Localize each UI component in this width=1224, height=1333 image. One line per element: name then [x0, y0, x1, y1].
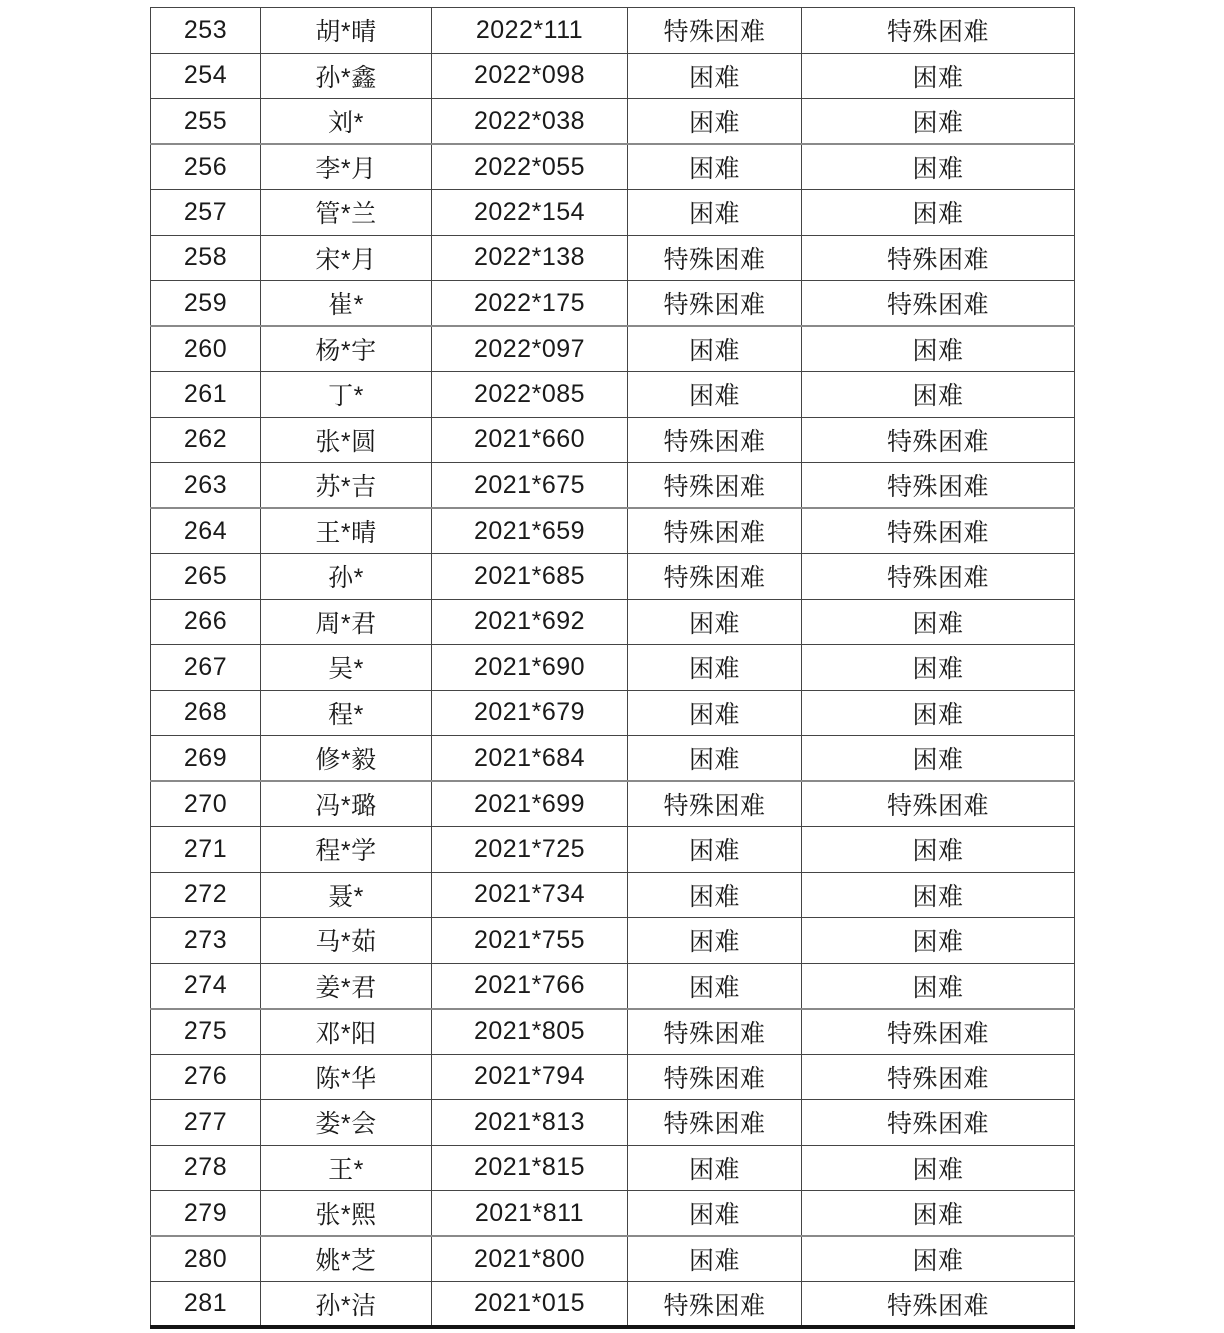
table-row: [151, 326, 1075, 372]
cell-difficulty-level-a: 困难: [628, 1191, 802, 1237]
cell-row-number: 273: [151, 918, 261, 964]
table-row: [151, 599, 1075, 645]
cell-row-number: 279: [151, 1191, 261, 1237]
cell-row-number: 274: [151, 963, 261, 1009]
cell-difficulty-level-a: 特殊困难: [628, 1100, 802, 1146]
cell-masked-name: 刘*: [261, 99, 432, 145]
cell-masked-student-id: 2021*679: [432, 690, 628, 736]
cell-difficulty-level-b: 困难: [802, 963, 1075, 1009]
cell-difficulty-level-a: 困难: [628, 53, 802, 99]
table-row: [151, 1100, 1075, 1146]
cell-difficulty-level-b: 困难: [802, 872, 1075, 918]
cell-difficulty-level-b: 困难: [802, 1145, 1075, 1191]
cell-row-number: 265: [151, 554, 261, 600]
cell-difficulty-level-b: 困难: [802, 918, 1075, 964]
cell-masked-student-id: 2022*098: [432, 53, 628, 99]
cell-masked-student-id: 2021*015: [432, 1282, 628, 1328]
table-row: [151, 963, 1075, 1009]
cell-masked-student-id: 2022*111: [432, 8, 628, 54]
cell-masked-name: 聂*: [261, 872, 432, 918]
cell-difficulty-level-a: 困难: [628, 827, 802, 873]
table-body: [151, 8, 1075, 1328]
table-row: [151, 372, 1075, 418]
cell-difficulty-level-a: 困难: [628, 372, 802, 418]
cell-difficulty-level-b: 困难: [802, 99, 1075, 145]
table-row: [151, 99, 1075, 145]
cell-masked-name: 管*兰: [261, 190, 432, 236]
table-row: [151, 417, 1075, 463]
table-row: [151, 1009, 1075, 1055]
table-row: [151, 508, 1075, 554]
cell-masked-name: 崔*: [261, 281, 432, 327]
table-row: [151, 8, 1075, 54]
cell-row-number: 263: [151, 463, 261, 509]
cell-masked-name: 杨*宇: [261, 326, 432, 372]
cell-masked-student-id: 2021*734: [432, 872, 628, 918]
table-row: [151, 1054, 1075, 1100]
cell-difficulty-level-b: 困难: [802, 827, 1075, 873]
cell-masked-student-id: 2021*692: [432, 599, 628, 645]
cell-row-number: 271: [151, 827, 261, 873]
cell-difficulty-level-b: 特殊困难: [802, 508, 1075, 554]
cell-masked-student-id: 2021*755: [432, 918, 628, 964]
cell-masked-student-id: 2021*690: [432, 645, 628, 691]
cell-masked-student-id: 2022*038: [432, 99, 628, 145]
cell-row-number: 260: [151, 326, 261, 372]
table-row: [151, 190, 1075, 236]
cell-masked-name: 孙*: [261, 554, 432, 600]
cell-difficulty-level-a: 困难: [628, 326, 802, 372]
cell-row-number: 266: [151, 599, 261, 645]
cell-difficulty-level-b: 困难: [802, 1236, 1075, 1282]
table-row: [151, 235, 1075, 281]
cell-difficulty-level-a: 困难: [628, 690, 802, 736]
table-row: [151, 918, 1075, 964]
cell-difficulty-level-a: 特殊困难: [628, 417, 802, 463]
cell-row-number: 270: [151, 781, 261, 827]
cell-masked-name: 修*毅: [261, 736, 432, 782]
table-row: [151, 1236, 1075, 1282]
cell-row-number: 280: [151, 1236, 261, 1282]
cell-masked-name: 冯*璐: [261, 781, 432, 827]
cell-masked-name: 孙*鑫: [261, 53, 432, 99]
cell-difficulty-level-a: 困难: [628, 918, 802, 964]
cell-difficulty-level-b: 困难: [802, 599, 1075, 645]
cell-difficulty-level-b: 特殊困难: [802, 1282, 1075, 1328]
cell-masked-student-id: 2022*138: [432, 235, 628, 281]
cell-masked-student-id: 2021*805: [432, 1009, 628, 1055]
cell-difficulty-level-a: 困难: [628, 144, 802, 190]
cell-masked-name: 姚*芝: [261, 1236, 432, 1282]
cell-masked-student-id: 2022*175: [432, 281, 628, 327]
cell-masked-name: 张*圆: [261, 417, 432, 463]
cell-row-number: 276: [151, 1054, 261, 1100]
cell-masked-name: 丁*: [261, 372, 432, 418]
table-row: [151, 144, 1075, 190]
cell-masked-student-id: 2022*097: [432, 326, 628, 372]
cell-difficulty-level-b: 困难: [802, 326, 1075, 372]
cell-difficulty-level-a: 困难: [628, 190, 802, 236]
cell-masked-name: 周*君: [261, 599, 432, 645]
cell-difficulty-level-b: 困难: [802, 190, 1075, 236]
cell-difficulty-level-b: 特殊困难: [802, 1054, 1075, 1100]
cell-masked-student-id: 2021*675: [432, 463, 628, 509]
cell-difficulty-level-a: 特殊困难: [628, 1009, 802, 1055]
cell-masked-student-id: 2021*811: [432, 1191, 628, 1237]
cell-masked-student-id: 2022*154: [432, 190, 628, 236]
cell-masked-name: 宋*月: [261, 235, 432, 281]
table-row: [151, 281, 1075, 327]
cell-masked-name: 苏*吉: [261, 463, 432, 509]
cell-masked-student-id: 2021*725: [432, 827, 628, 873]
table-row: [151, 736, 1075, 782]
cell-difficulty-level-a: 特殊困难: [628, 508, 802, 554]
cell-row-number: 268: [151, 690, 261, 736]
cell-difficulty-level-a: 特殊困难: [628, 463, 802, 509]
cell-row-number: 281: [151, 1282, 261, 1328]
cell-row-number: 272: [151, 872, 261, 918]
cell-difficulty-level-b: 困难: [802, 736, 1075, 782]
cell-masked-name: 孙*洁: [261, 1282, 432, 1328]
cell-difficulty-level-b: 特殊困难: [802, 463, 1075, 509]
table-row: [151, 463, 1075, 509]
cell-row-number: 259: [151, 281, 261, 327]
cell-row-number: 261: [151, 372, 261, 418]
cell-difficulty-level-a: 困难: [628, 736, 802, 782]
cell-difficulty-level-a: 特殊困难: [628, 1282, 802, 1328]
cell-masked-student-id: 2021*659: [432, 508, 628, 554]
table-row: [151, 1282, 1075, 1328]
cell-masked-student-id: 2021*766: [432, 963, 628, 1009]
cell-masked-name: 马*茹: [261, 918, 432, 964]
cell-difficulty-level-b: 特殊困难: [802, 235, 1075, 281]
cell-difficulty-level-a: 困难: [628, 599, 802, 645]
table-row: [151, 554, 1075, 600]
cell-difficulty-level-a: 困难: [628, 99, 802, 145]
cell-masked-name: 邓*阳: [261, 1009, 432, 1055]
cell-row-number: 278: [151, 1145, 261, 1191]
cell-difficulty-level-b: 困难: [802, 645, 1075, 691]
cell-masked-name: 张*熙: [261, 1191, 432, 1237]
cell-masked-student-id: 2021*800: [432, 1236, 628, 1282]
cell-difficulty-level-a: 困难: [628, 645, 802, 691]
student-aid-roster-table: [150, 7, 1075, 1329]
cell-masked-student-id: 2021*684: [432, 736, 628, 782]
cell-masked-student-id: 2022*055: [432, 144, 628, 190]
cell-row-number: 253: [151, 8, 261, 54]
cell-difficulty-level-a: 特殊困难: [628, 1054, 802, 1100]
cell-difficulty-level-a: 困难: [628, 1145, 802, 1191]
cell-masked-name: 程*: [261, 690, 432, 736]
cell-masked-name: 胡*晴: [261, 8, 432, 54]
cell-row-number: 258: [151, 235, 261, 281]
cell-masked-student-id: 2021*699: [432, 781, 628, 827]
cell-row-number: 254: [151, 53, 261, 99]
cell-difficulty-level-a: 特殊困难: [628, 281, 802, 327]
cell-row-number: 267: [151, 645, 261, 691]
cell-row-number: 269: [151, 736, 261, 782]
cell-masked-name: 李*月: [261, 144, 432, 190]
cell-row-number: 275: [151, 1009, 261, 1055]
cell-masked-name: 程*学: [261, 827, 432, 873]
cell-difficulty-level-a: 困难: [628, 963, 802, 1009]
cell-difficulty-level-b: 困难: [802, 144, 1075, 190]
table-row: [151, 1145, 1075, 1191]
cell-difficulty-level-b: 困难: [802, 372, 1075, 418]
cell-row-number: 256: [151, 144, 261, 190]
cell-row-number: 255: [151, 99, 261, 145]
cell-difficulty-level-b: 特殊困难: [802, 8, 1075, 54]
cell-difficulty-level-a: 困难: [628, 872, 802, 918]
cell-masked-name: 陈*华: [261, 1054, 432, 1100]
cell-difficulty-level-a: 特殊困难: [628, 8, 802, 54]
cell-difficulty-level-b: 特殊困难: [802, 281, 1075, 327]
cell-masked-student-id: 2022*085: [432, 372, 628, 418]
cell-masked-student-id: 2021*794: [432, 1054, 628, 1100]
cell-masked-student-id: 2021*813: [432, 1100, 628, 1146]
table-row: [151, 53, 1075, 99]
cell-difficulty-level-b: 特殊困难: [802, 1100, 1075, 1146]
cell-difficulty-level-a: 困难: [628, 1236, 802, 1282]
table-row: [151, 690, 1075, 736]
cell-masked-student-id: 2021*660: [432, 417, 628, 463]
cell-difficulty-level-a: 特殊困难: [628, 235, 802, 281]
cell-masked-name: 王*晴: [261, 508, 432, 554]
cell-row-number: 264: [151, 508, 261, 554]
cell-difficulty-level-b: 特殊困难: [802, 1009, 1075, 1055]
cell-masked-name: 姜*君: [261, 963, 432, 1009]
cell-masked-name: 吴*: [261, 645, 432, 691]
table-row: [151, 872, 1075, 918]
cell-masked-name: 王*: [261, 1145, 432, 1191]
table-row: [151, 1191, 1075, 1237]
table-row: [151, 645, 1075, 691]
table-row: [151, 781, 1075, 827]
cell-masked-student-id: 2021*815: [432, 1145, 628, 1191]
cell-row-number: 277: [151, 1100, 261, 1146]
cell-difficulty-level-b: 困难: [802, 690, 1075, 736]
cell-difficulty-level-b: 困难: [802, 53, 1075, 99]
cell-row-number: 262: [151, 417, 261, 463]
cell-difficulty-level-a: 特殊困难: [628, 554, 802, 600]
cell-difficulty-level-a: 特殊困难: [628, 781, 802, 827]
table-row: [151, 827, 1075, 873]
cell-difficulty-level-b: 特殊困难: [802, 417, 1075, 463]
cell-difficulty-level-b: 特殊困难: [802, 554, 1075, 600]
cell-masked-student-id: 2021*685: [432, 554, 628, 600]
cell-difficulty-level-b: 特殊困难: [802, 781, 1075, 827]
cell-difficulty-level-b: 困难: [802, 1191, 1075, 1237]
cell-masked-name: 娄*会: [261, 1100, 432, 1146]
cell-row-number: 257: [151, 190, 261, 236]
